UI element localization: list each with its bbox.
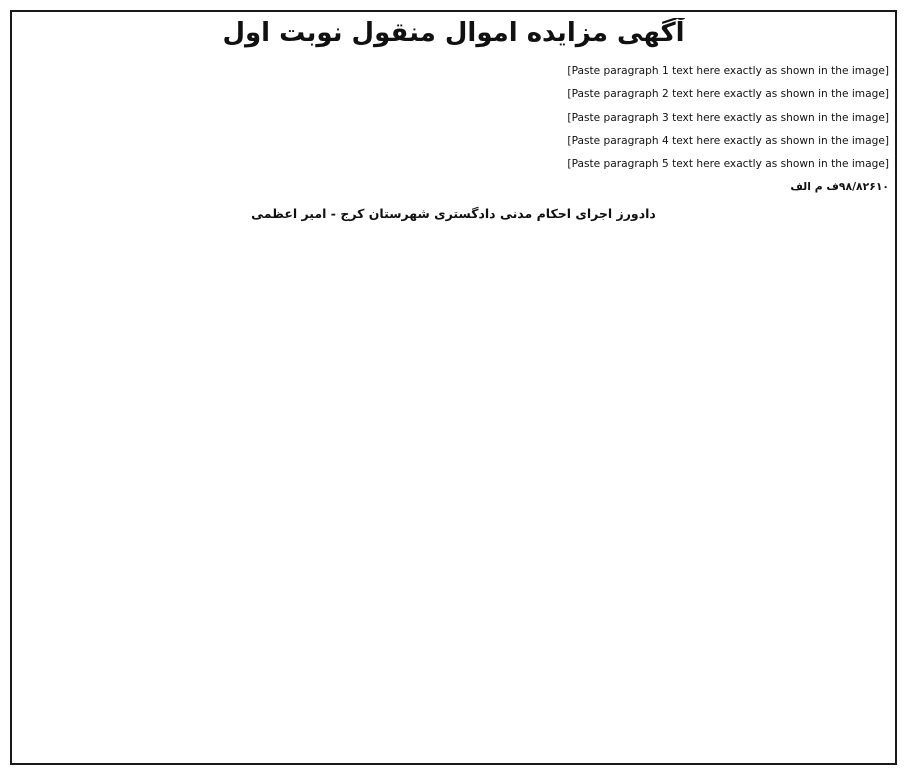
notice-title: آگهی مزایده اموال منقول نوبت اول xyxy=(222,18,685,48)
reference-number: ۹۸/۸۲۶۱۰ف م الف xyxy=(790,179,889,193)
notice-paragraph-5: [Paste paragraph 5 text here exactly as shown in the image] xyxy=(567,157,889,170)
notice-paragraph-4: [Paste paragraph 4 text here exactly as shown in the image] xyxy=(567,134,889,147)
notice-paragraph-3: [Paste paragraph 3 text here exactly as shown in the image] xyxy=(567,111,889,124)
notice-content xyxy=(18,18,889,757)
signature-line: دادورز اجرای احکام مدنی دادگستری شهرستان کرج - امیر اعظمی xyxy=(251,206,656,222)
notice-paragraph-2: [Paste paragraph 2 text here exactly as shown in the image] xyxy=(567,88,889,101)
notice-paragraph-1: [Paste paragraph 1 text here exactly as shown in the image] xyxy=(567,65,889,78)
